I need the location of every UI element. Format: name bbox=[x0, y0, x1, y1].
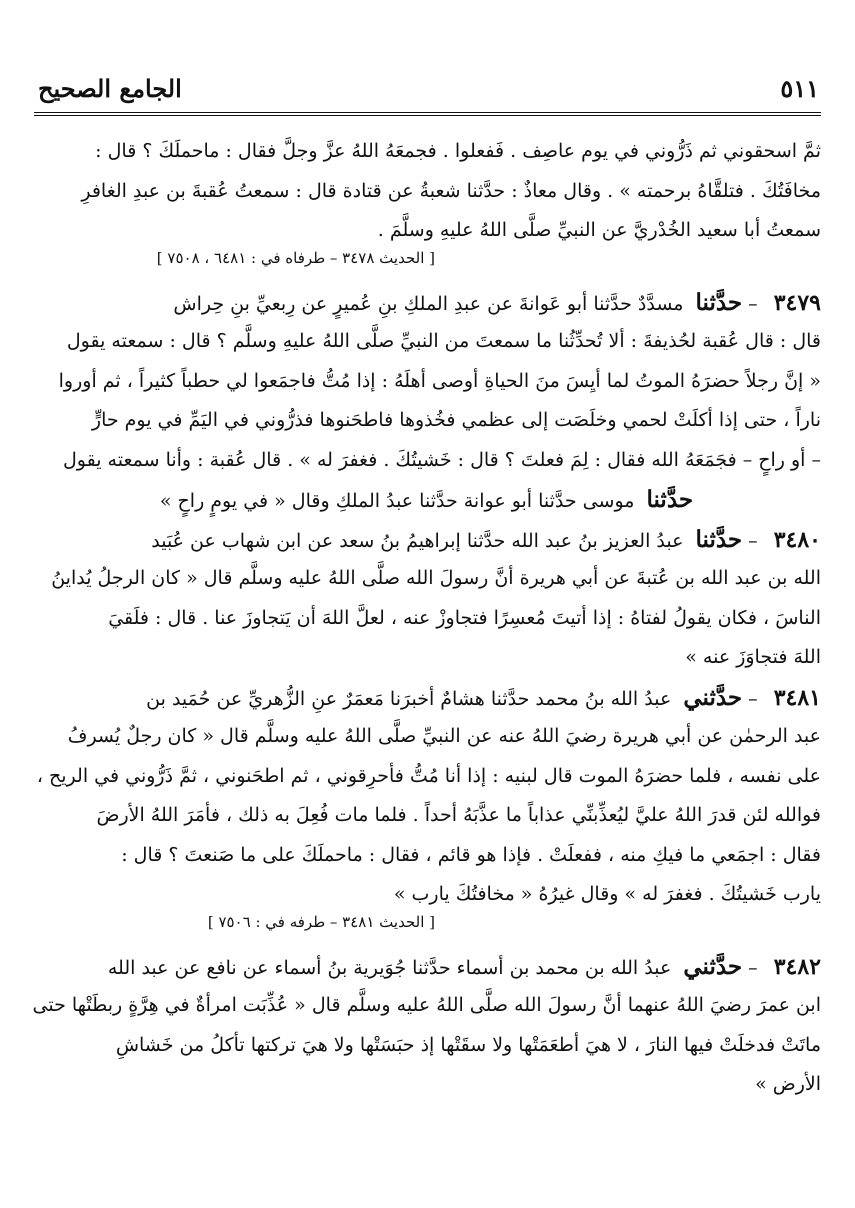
text-line: الناسَ ، فكان يقولُ لفتاهُ : إذا أتيتَ مُعسِرًا فتجاوزْ عنه ، لعلَّ اللهَ أن يَتجاوزَ عنا . قال : فلَقيَ bbox=[108, 606, 821, 629]
hadith-number: ٣٤٨٢ bbox=[773, 953, 821, 980]
page-header bbox=[34, 72, 821, 112]
text-line: ابن عمرَ رضيَ اللهُ عنهما أنَّ رسولَ الله صلَّى اللهُ عليه وسلَّم قال « عُذِّبَت امرأةٌ في هِرَّةٍ ربطَتْها حتى bbox=[32, 994, 821, 1016]
text-line: عبد الرحمٰن عن أبي هريرة رضيَ اللهُ عنه عن النبيِّ صلَّى اللهُ عليه وسلَّم قال « كان رجلٌ يُسرفُ bbox=[67, 725, 821, 747]
text-line: ناراً ، حتى إذا أكلَتْ لحمي وخلَصَت إلى عظمي فخُذوها فاطحَنوها فذرُّوني في اليَمِّ في يوم حارٍّ bbox=[91, 409, 821, 431]
text-line: يارب خَشيتُكَ . فغفرَ له » وقال غيرُهُ « مخافتُكَ يارب » bbox=[393, 883, 821, 905]
hadith-3481 bbox=[32, 678, 821, 935]
cross-reference-note: [ الحديث ٣٤٨١ – طرفه في : ٧٥٠٦ ] bbox=[207, 912, 435, 931]
hadith-3482 bbox=[32, 947, 821, 1105]
text-line: ٣٤٧٩ – حدَّثنا مسدَّدٌ حدَّثنا أبو عَوانةَ عن عبدِ الملكِ بنِ عُميرٍ عن رِبعيِّ بنِ حِراش bbox=[173, 288, 821, 316]
text-line: مخافَتُكَ . فتلقَّاهُ برحمته » . وقال معاذٌ : حدَّثنا شعبةُ عن قتادة قال : سمعتُ عُقبةَ بن عبدِ الغافرِ bbox=[81, 179, 821, 202]
text-line: سمعتُ أبا سعيد الخُدْريَّ عن النبيِّ صلَّى اللهُ عليهِ وسلَّمَ . bbox=[377, 219, 821, 241]
hadith-number: ٣٤٨١ bbox=[773, 684, 821, 711]
narration-opener: حدَّثني bbox=[683, 683, 743, 711]
text-line: اللهَ فتجاوَزَ عنه » bbox=[685, 646, 821, 668]
narration-opener: حدَّثنا bbox=[646, 486, 694, 513]
text-line: قال : قال عُقبة لحُذيفةَ : ألا تُحدِّثُنا ما سمعتَ من النبيِّ صلَّى اللهُ عليهِ وسلَّم ؟ قال : سمعته يقول bbox=[66, 330, 821, 352]
narration-opener: حدَّثني bbox=[683, 952, 743, 980]
text-line: فقال : اجمَعي ما فيكِ منه ، ففعلَتْ . فإذا هو قائم ، فقال : ماحملَكَ على ما صَنعتَ ؟ قال : bbox=[121, 843, 821, 866]
text-line: ماتَتْ فدخلَتْ فيها النارَ ، لا هيَ أطعَمَتْها ولا سقَتْها إذ حبَسَتْها ولا هيَ تركتها تأكلُ من خَشاشِ bbox=[115, 1033, 821, 1056]
text-line: الله بن عبد الله بن عُتبةَ عن أبي هريرة أنَّ رسولَ الله صلَّى اللهُ عليه وسلَّم قال « كان الرجلُ يُداينُ bbox=[51, 567, 821, 589]
text-line: ٣٤٨٢ – حدَّثني عبدُ الله بن محمد بن أسماء حدَّثنا جُوَيرية بنُ أسماء عن نافع عن عبد الله bbox=[107, 952, 821, 980]
hadith-number: ٣٤٨٠ bbox=[773, 526, 821, 553]
text-line: – أو راحٍ – فجَمَعَهُ الله فقال : لِمَ فعلتَ ؟ قال : خَشيتُكَ . فغفرَ له » . قال عُقبة : وأنا سمعته يقول bbox=[62, 448, 821, 471]
hadith-3479 bbox=[32, 283, 821, 481]
text-line: ٣٤٨٠ – حدَّثنا عبدُ العزيز بنُ عبد الله حدَّثنا إبراهيمُ بنُ سعد عن ابن شهاب عن عُبَيد bbox=[151, 525, 821, 553]
page-number: ٥١١ bbox=[780, 74, 819, 103]
text-line: على نفسه ، فلما حضرَهُ الموت قال لبنيه : إذا أنا مُتُّ فأحرِقوني ، ثم اطحَنوني ، ثمَّ ذَرُّوني في الريح ، bbox=[36, 764, 821, 787]
text-line: حدَّثنا موسى حدَّثنا أبو عوانة حدَّثنا عبدُ الملكِ وقال « في يومٍ راحٍ » bbox=[159, 486, 694, 513]
cross-reference-note: [ الحديث ٣٤٧٨ – طرفاه في : ٦٤٨١ ، ٧٥٠٨ ] bbox=[156, 248, 435, 267]
text-line: الأرض » bbox=[755, 1073, 821, 1095]
page-body bbox=[32, 132, 821, 1105]
text-line: « إنَّ رجلاً حضرَهُ الموتُ لما أيِسَ منَ الحياةِ أوصى أهلَهُ : إذا مُتُّ فاجمَعوا لي حطباً كثيراً ، ثم أوروا bbox=[58, 369, 821, 392]
hadith-3480 bbox=[32, 520, 821, 678]
text-line: فوالله لئن قدرَ اللهُ عليَّ ليُعذِّبنِّي عذاباً ما عذَّبَهُ أحداً . فلما مات فُعِلَ به ذلك ، فأمَرَ اللهُ الأرضَ bbox=[96, 804, 821, 826]
book-title: الجامع الصحيح bbox=[38, 74, 182, 103]
hadith-number: ٣٤٧٩ bbox=[773, 289, 821, 316]
text-line: ثمَّ اسحقوني ثم ذَرُّوني في يوم عاصِف . فَفعلوا . فجمعَهُ اللهُ عزَّ وجلَّ فقال : ماحملَكَ ؟ قال : bbox=[95, 140, 821, 162]
narration-opener: حدَّثنا bbox=[695, 288, 743, 316]
header-rule bbox=[34, 112, 821, 116]
hadith-continuation bbox=[32, 132, 821, 271]
narration-opener: حدَّثنا bbox=[695, 525, 743, 553]
text-line: ٣٤٨١ – حدَّثني عبدُ الله بنُ محمد حدَّثنا هشامٌ أخبرَنا مَعمَرٌ عنِ الزُّهريِّ عن حُمَيد بن bbox=[146, 683, 821, 711]
secondary-chain bbox=[32, 480, 821, 520]
